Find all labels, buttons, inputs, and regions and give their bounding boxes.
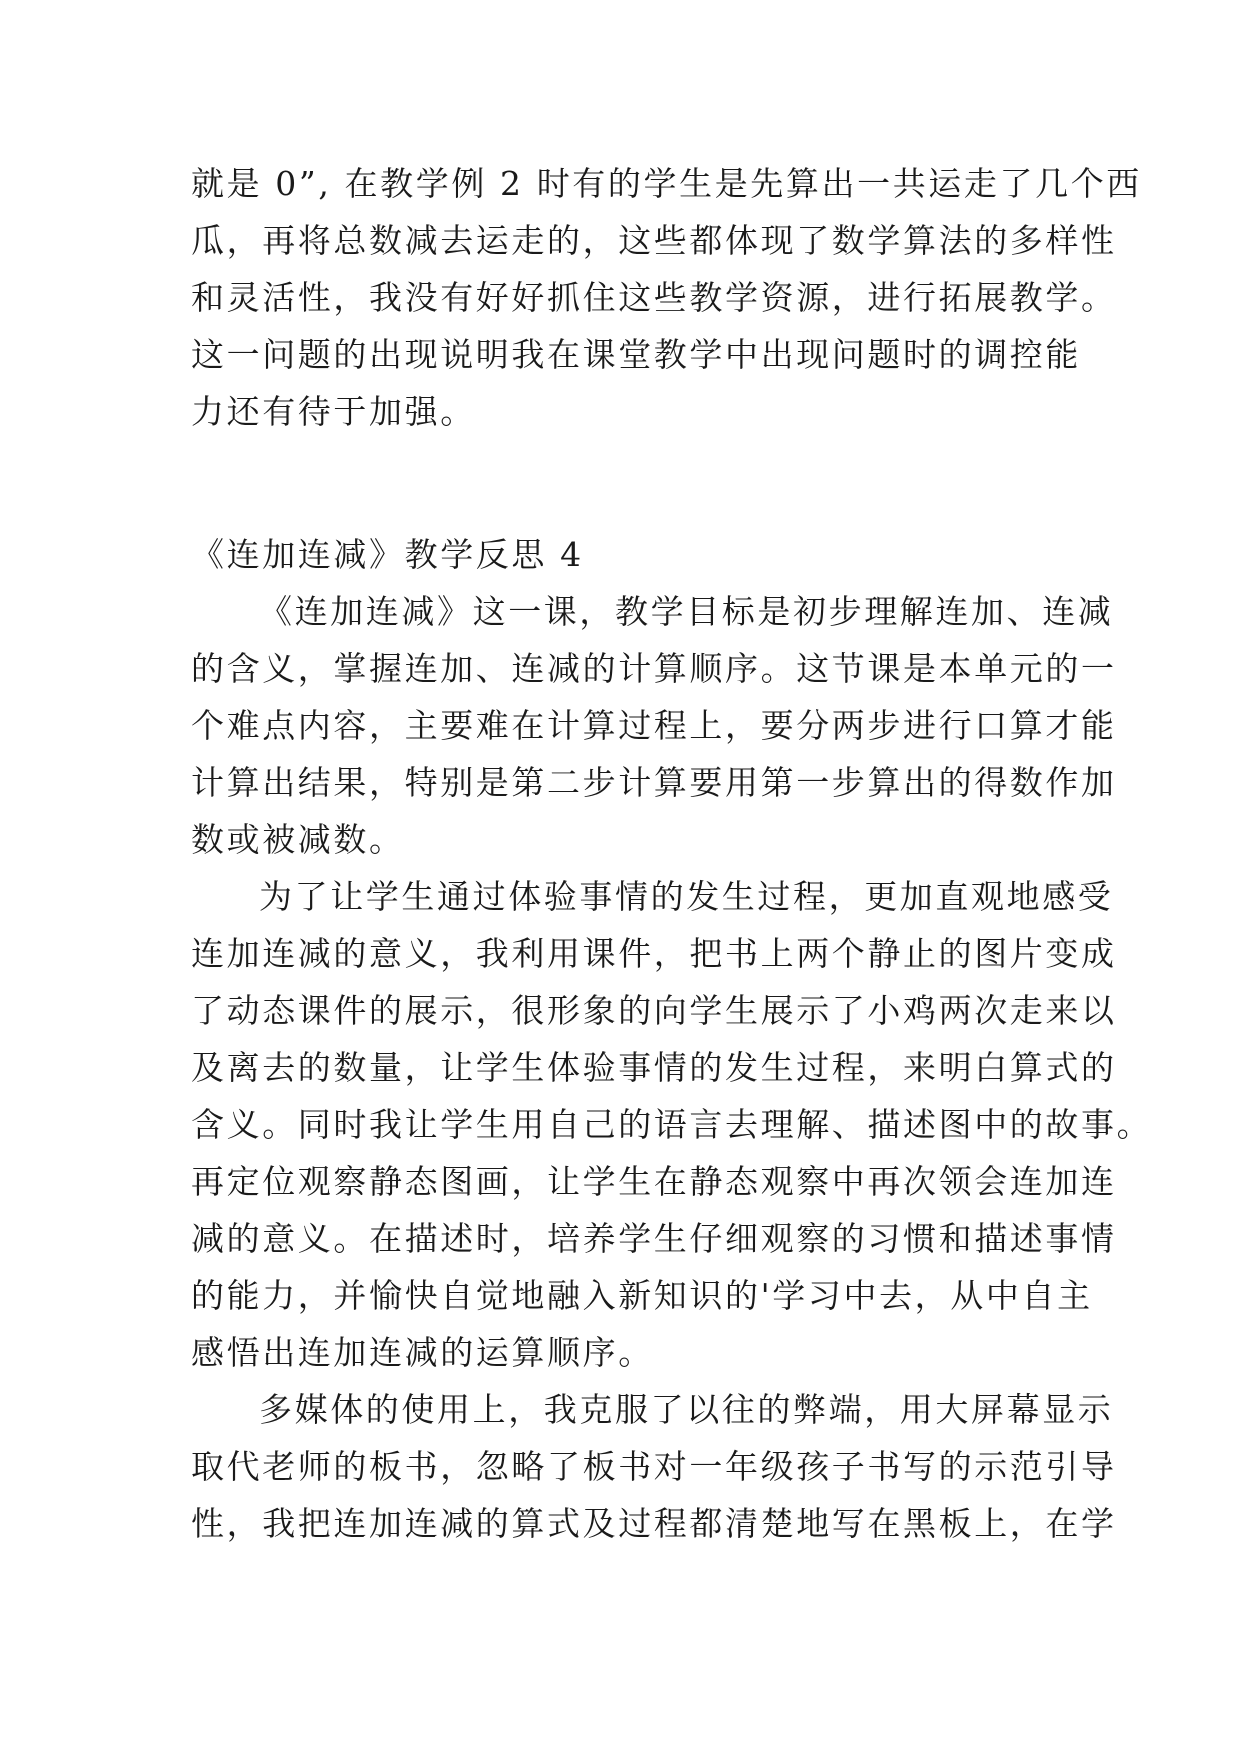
text-line: 就是 0”, 在教学例 2 时有的学生是先算出一共运走了几个西: [191, 164, 1142, 203]
text-line: 力还有待于加强。: [191, 392, 476, 431]
text-line: 含义。同时我让学生用自己的语言去理解、描述图中的故事。: [191, 1105, 1153, 1144]
text-line: 性，我把连加连减的算式及过程都清楚地写在黑板上，在学: [191, 1504, 1117, 1543]
text-line: 个难点内容，主要难在计算过程上，要分两步进行口算才能: [191, 706, 1117, 745]
text-line: 计算出结果，特别是第二步计算要用第一步算出的得数作加: [191, 763, 1117, 802]
document-page: [191, 155, 1153, 1552]
text-line: 连加连减的意义，我利用课件，把书上两个静止的图片变成: [191, 934, 1117, 973]
text-line: 了动态课件的展示，很形象的向学生展示了小鸡两次走来以: [191, 991, 1117, 1030]
text-line: 感悟出连加连减的运算顺序。: [191, 1333, 654, 1372]
paragraph-1: [191, 583, 1117, 868]
text-line: 瓜，再将总数减去运走的，这些都体现了数学算法的多样性: [191, 221, 1117, 260]
section-heading: 《连加连减》教学反思 4: [191, 535, 584, 574]
text-line: 再定位观察静态图画，让学生在静态观察中再次领会连加连: [191, 1162, 1117, 1201]
text-line: 数或被减数。: [191, 820, 405, 859]
text-line: 多媒体的使用上，我克服了以往的弊端，用大屏幕显示: [259, 1390, 1114, 1429]
intro-paragraph: [191, 155, 1142, 440]
text-line: 减的意义。在描述时，培养学生仔细观察的习惯和描述事情: [191, 1219, 1117, 1258]
text-line: 的能力，并愉快自觉地融入新知识的'学习中去，从中自主: [191, 1276, 1093, 1315]
text-line: 和灵活性，我没有好好抓住这些教学资源，进行拓展教学。: [191, 278, 1117, 317]
text-line: 的含义，掌握连加、连减的计算顺序。这节课是本单元的一: [191, 649, 1117, 688]
text-line: 及离去的数量，让学生体验事情的发生过程，来明白算式的: [191, 1048, 1117, 1087]
text-line: 取代老师的板书，忽略了板书对一年级孩子书写的示范引导: [191, 1447, 1117, 1486]
text-line: 《连加连减》这一课，教学目标是初步理解连加、连减: [259, 592, 1114, 631]
text-line: 这一问题的出现说明我在课堂教学中出现问题时的调控能: [191, 335, 1081, 374]
paragraph-2: [191, 868, 1153, 1381]
text-line: 为了让学生通过体验事情的发生过程，更加直观地感受: [259, 877, 1114, 916]
section-spacer: [191, 440, 1071, 526]
paragraph-3: [191, 1381, 1117, 1552]
